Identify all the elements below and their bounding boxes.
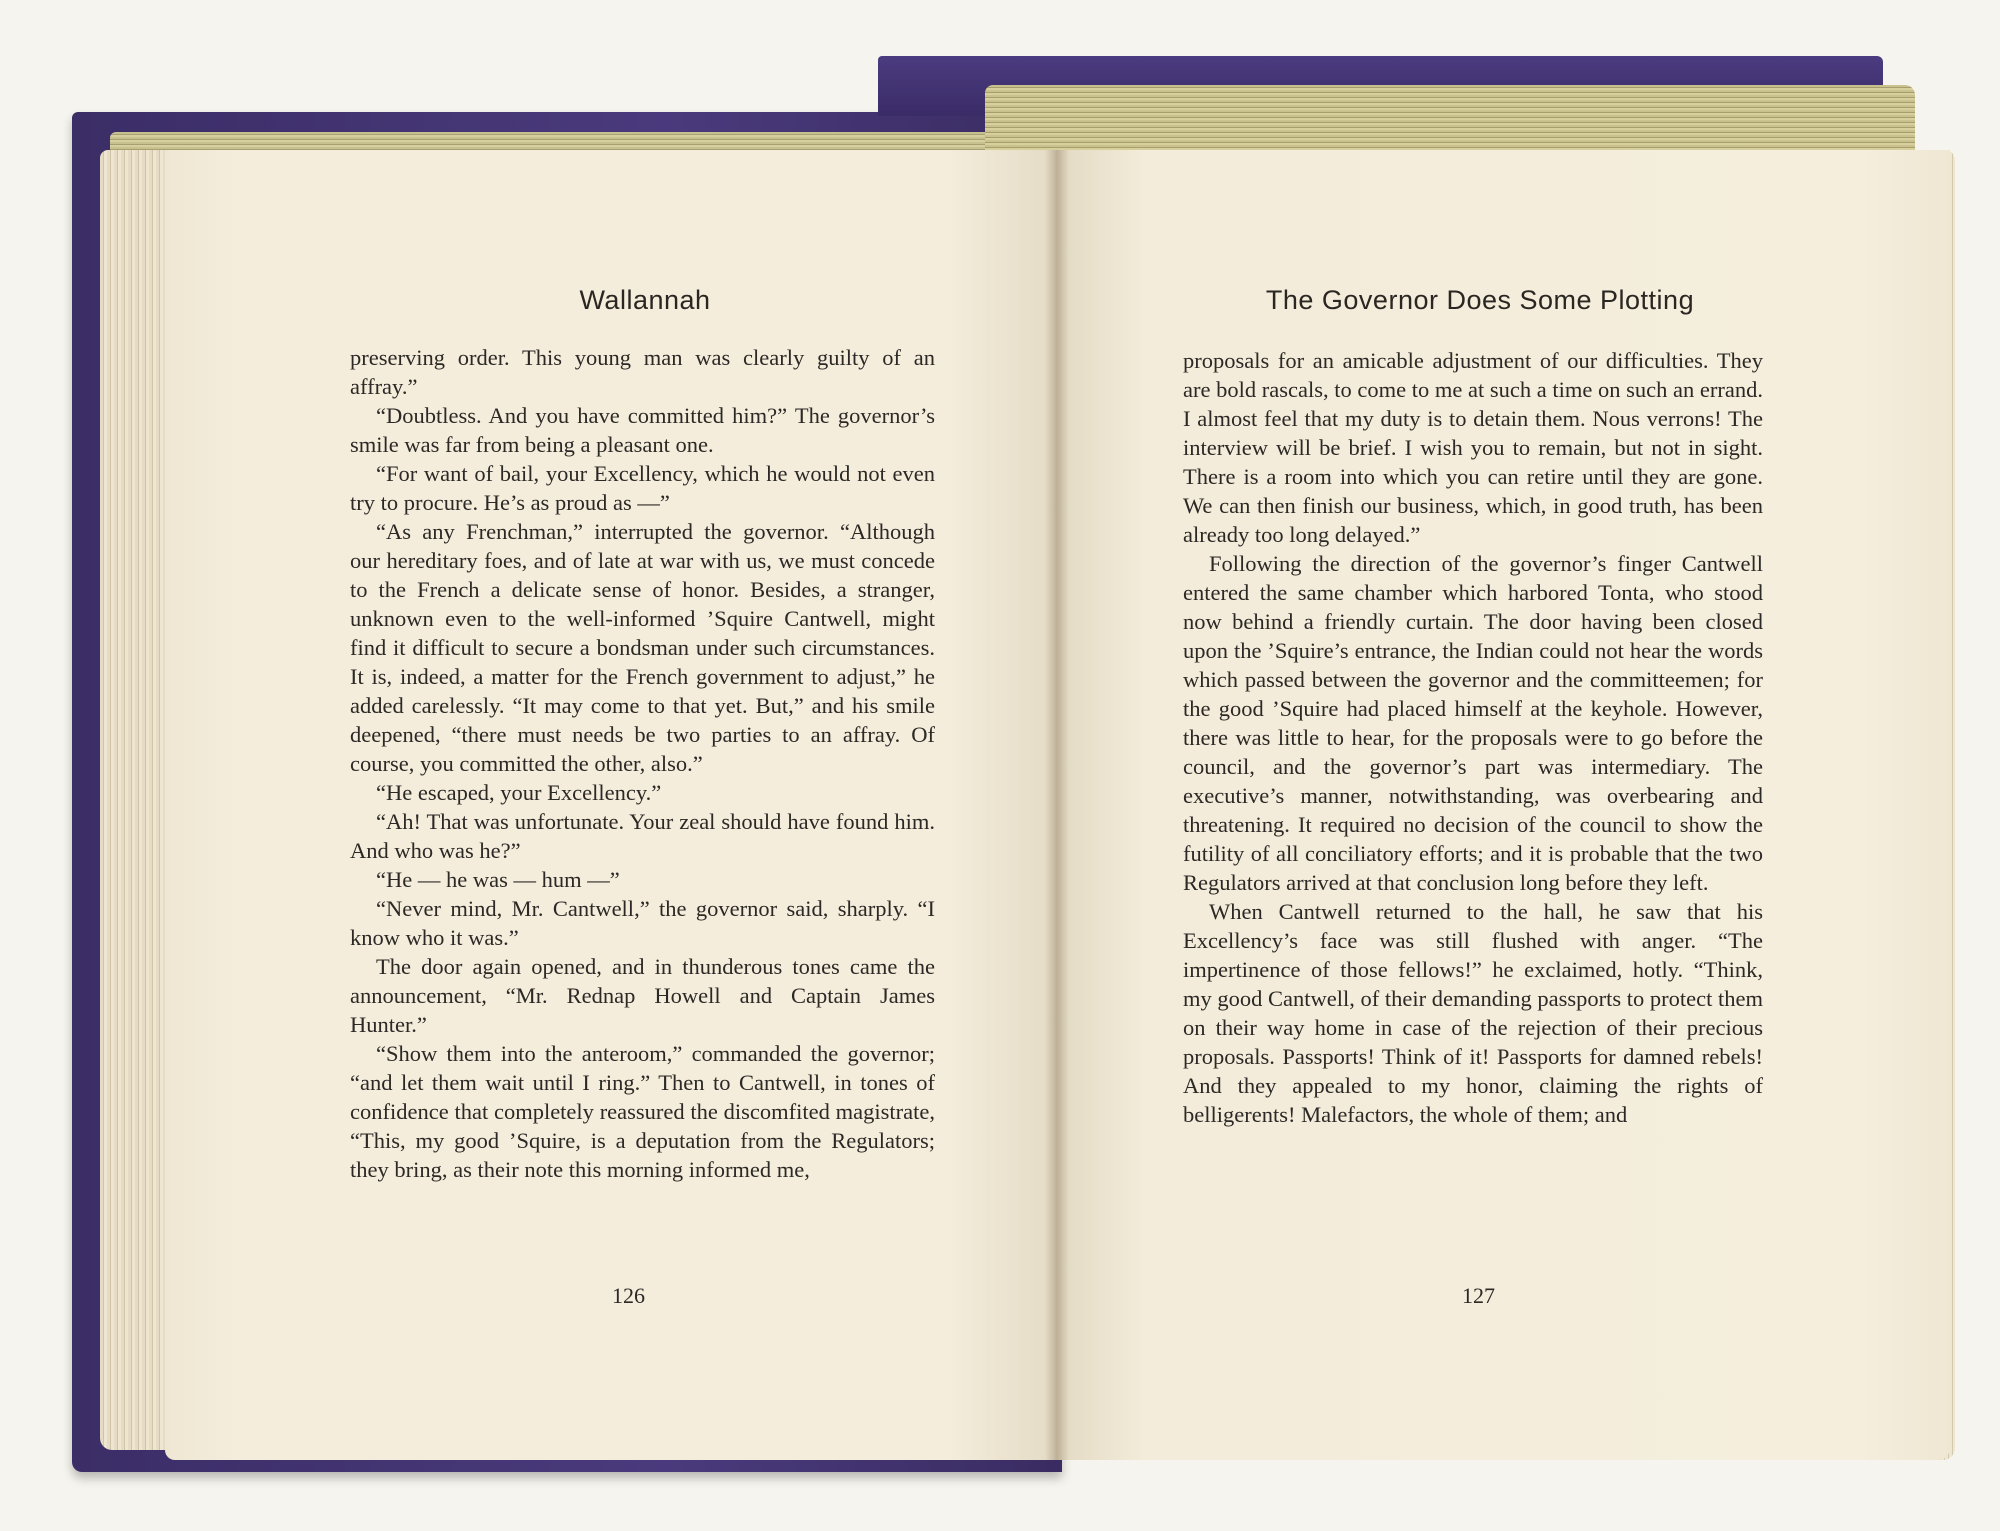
fore-edge-left	[100, 150, 170, 1450]
paragraph: “Ah! That was unfortunate. Your zeal should have found him. And who was he?”	[350, 809, 935, 863]
paragraph: “He escaped, your Excellency.”	[376, 780, 662, 805]
paragraph: “He — he was — hum —”	[376, 867, 620, 892]
paragraph: The door again opened, and in thunderous tones came the announcement, “Mr. Rednap Howell and Captain James Hunter.”	[350, 954, 935, 1037]
book-gutter	[1045, 150, 1069, 1460]
right-running-head: The Governor Does Some Plotting	[1265, 285, 1695, 315]
paragraph: “As any Frenchman,” interrupted the governor. “Although our hereditary foes, and of late at war with us, we must concede to the French a delicate sense of honor. Besides, a stranger, unknown even to the well-informed ’Squire Cantwell, might find it difficult to secure a bondsman under such circumstances. It is, indeed, a matter for the French government to adjust,” he added carelessly. “It may come to that yet. But,” and his smile deepened, “there must needs be two parties to an affray. Of course, you committed the other, also.”	[350, 519, 935, 776]
paragraph: “Show them into the anteroom,” commanded the governor; “and let them wait until I ring.” Then to Cantwell, in tones of confidence that completely reassured the discomfited magistrate, “This, my good ’Squire, is a deputation from the Regulators; they bring, as their note this morning informed me,	[350, 1041, 935, 1182]
left-page-number: 126	[612, 1283, 645, 1308]
paragraph: When Cantwell returned to the hall, he saw that his Excellency’s face was still flushed with anger. “The impertinence of those fellows!” he exclaimed, hotly. “Think, my good Cantwell, of their demanding passports to protect them on their way home in case of the rejection of their precious proposals. Passports! Think of it! Passports for damned rebels! And they appealed to my honor, claiming the rights of belligerents! Malefactors, the whole of them; and	[1183, 899, 1763, 1127]
paragraph: Following the direction of the governor’s finger Cantwell entered the same chamber which harbored Tonta, who stood now behind a friendly curtain. The door having been closed upon the ’Squire’s entrance, the Indian could not hear the words which passed between the governor and the committeemen; for the good ’Squire had placed himself at the keyhole. However, there was little to hear, for the proposals were to go before the council, and the governor’s part was intermediary. The executive’s manner, notwithstanding, was overbearing and threatening. It required no decision of the council to show the futility of all conciliatory efforts; and it is probable that the two Regulators arrived at that conclusion long before they left.	[1183, 551, 1763, 895]
left-running-head: Wallannah	[579, 285, 711, 315]
paragraph: “Doubtless. And you have committed him?” The governor’s smile was far from being a pleasant one.	[350, 403, 935, 457]
paragraph: “For want of bail, your Excellency, which he would not even try to procure. He’s as proud as —”	[350, 461, 935, 515]
paragraph: preserving order. This young man was clearly guilty of an affray.”	[350, 345, 935, 399]
right-page-number: 127	[1462, 1283, 1495, 1308]
right-page-text	[1183, 346, 1763, 1129]
left-page-text	[350, 343, 935, 1184]
paragraph: proposals for an amicable adjustment of our difficulties. They are bold rascals, to come to me at such a time on such an errand. I almost feel that my duty is to detain them. Nous verrons! The interview will be brief. I wish you to remain, but not in sight. There is a room into which you can retire until they are gone. We can then finish our business, which, in good truth, has been already too long delayed.”	[1183, 348, 1763, 547]
page-edges-top-right	[985, 85, 1915, 155]
paragraph: “Never mind, Mr. Cantwell,” the governor said, sharply. “I know who it was.”	[350, 896, 935, 950]
